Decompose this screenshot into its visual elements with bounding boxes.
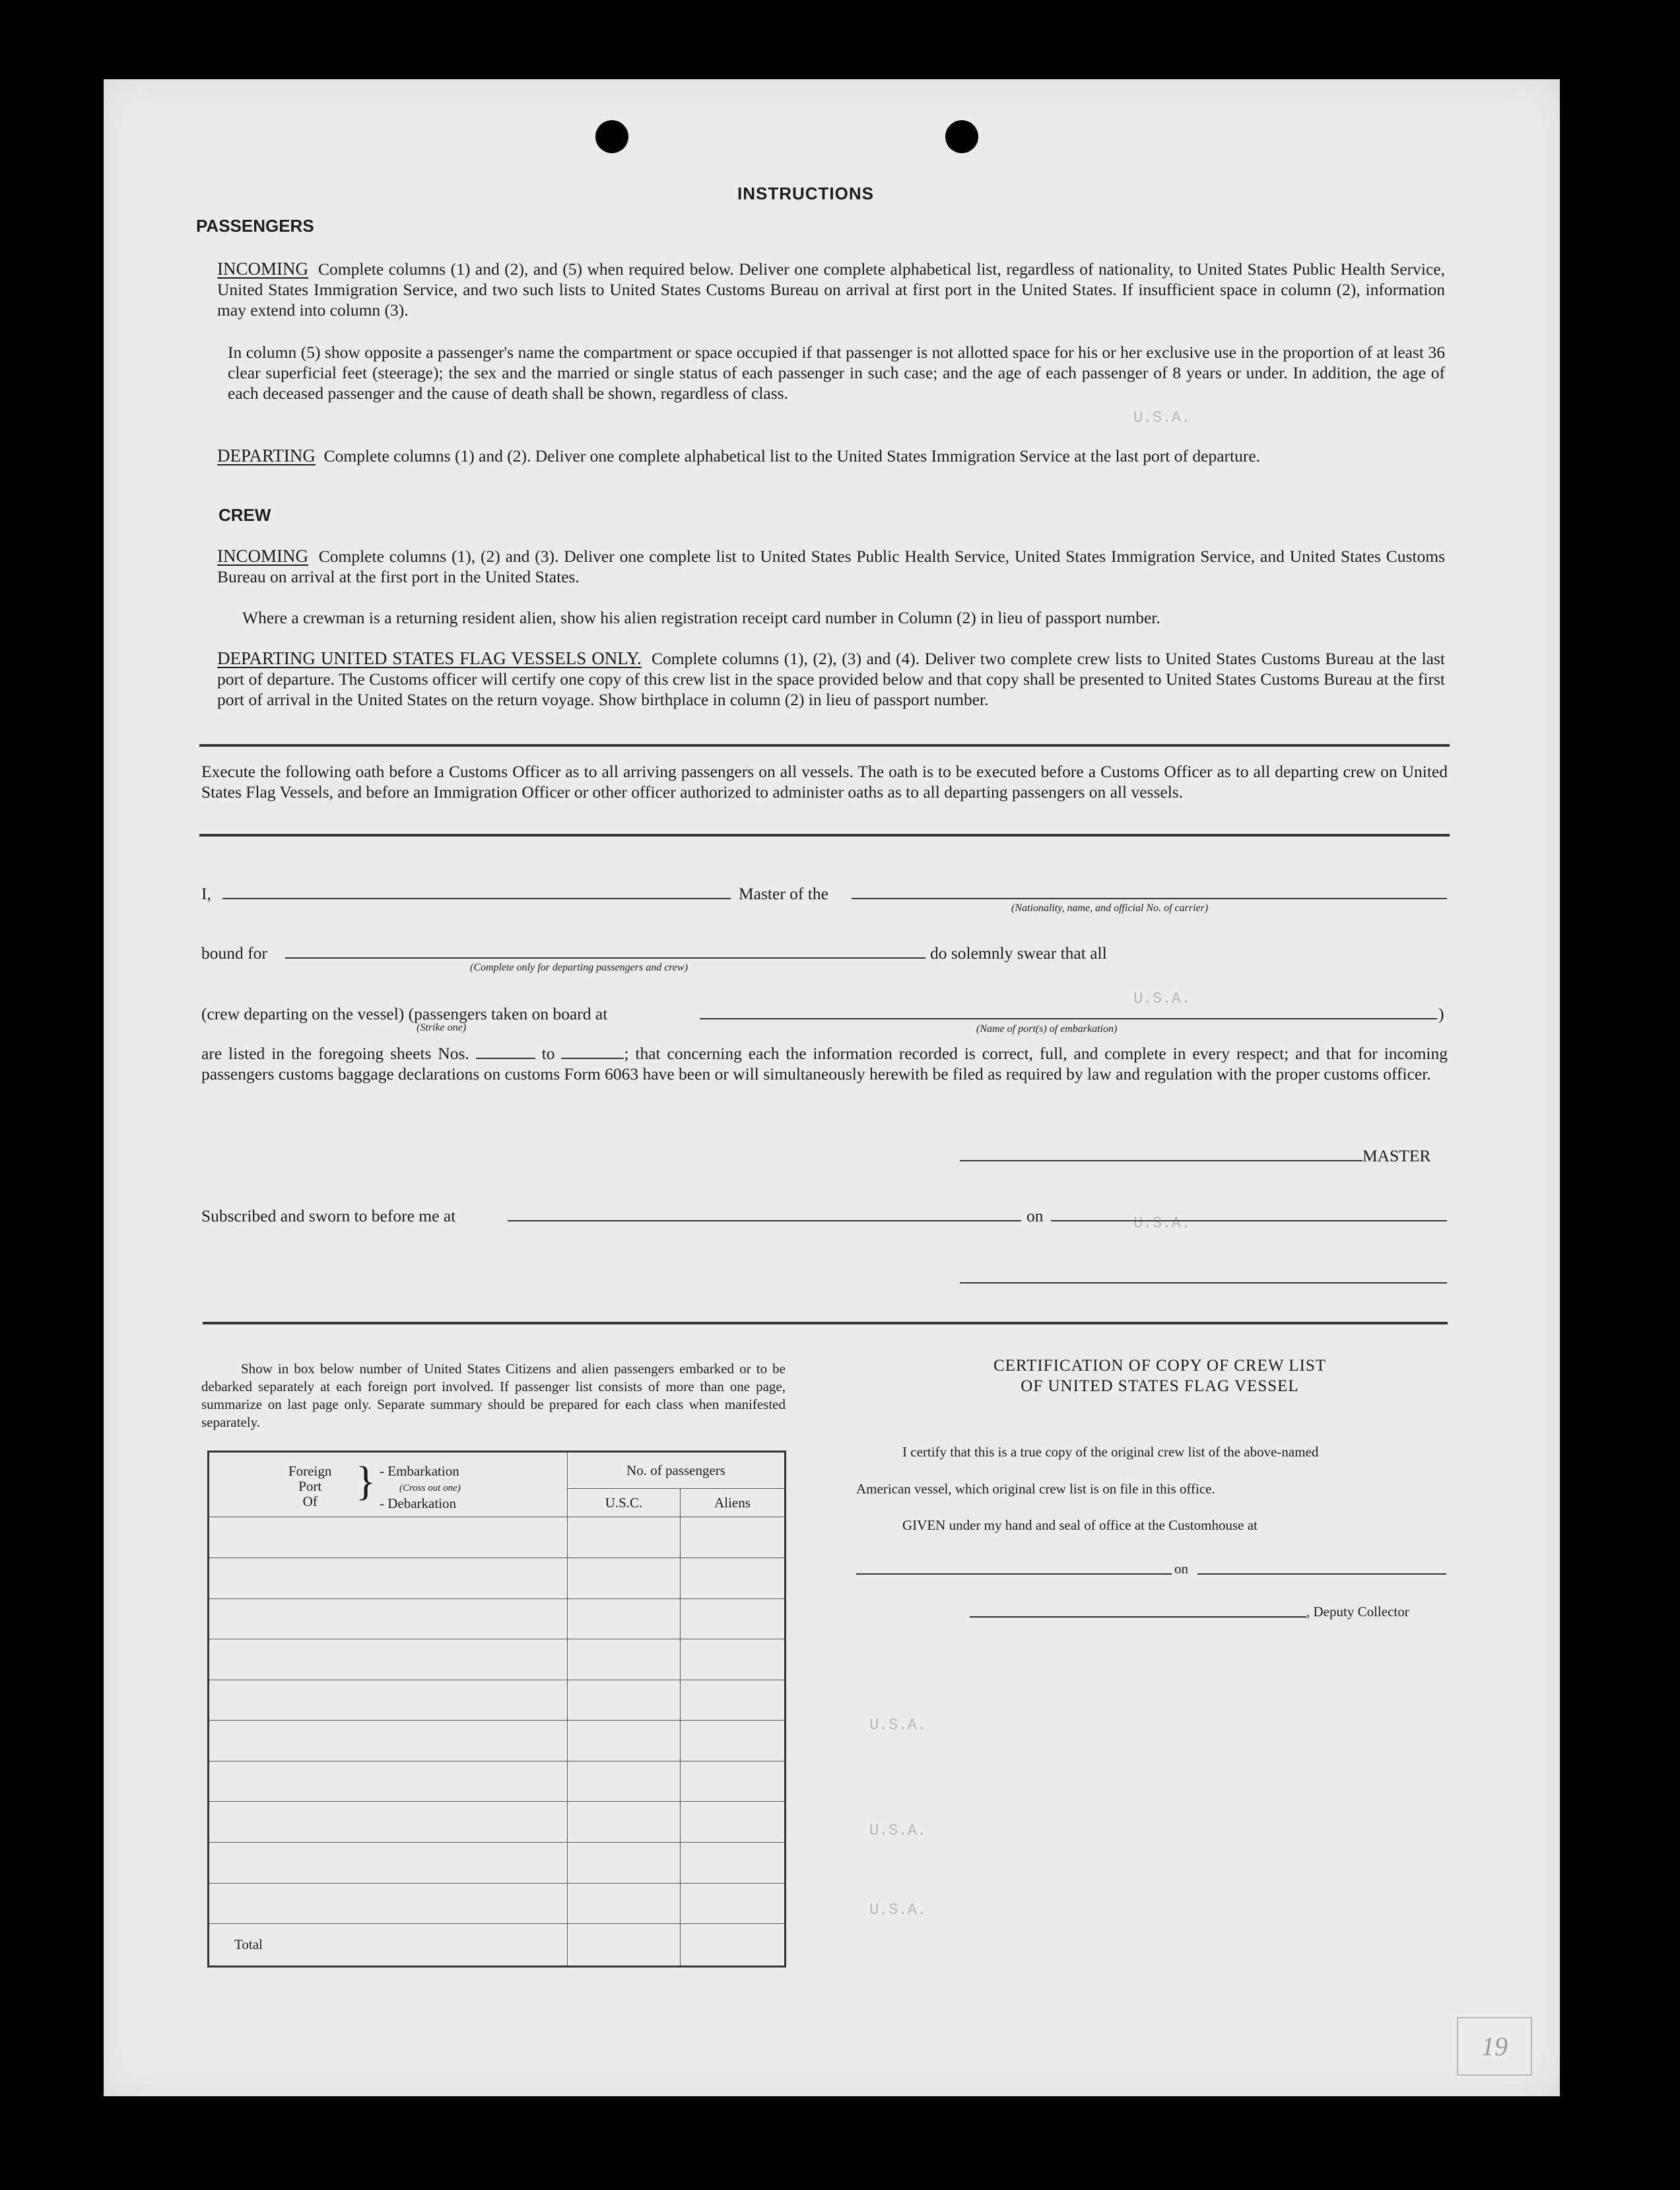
- passengers-incoming-paragraph: [217, 259, 1445, 320]
- section-divider: [199, 744, 1450, 747]
- summary-aliens-cell[interactable]: [681, 1721, 786, 1762]
- deputy-collector-label: , Deputy Collector: [1306, 1604, 1409, 1620]
- crew-departing-paragraph: [217, 648, 1445, 710]
- sworn-on-label: on: [1026, 1206, 1044, 1225]
- summary-port-cell[interactable]: [209, 1517, 568, 1558]
- cross-out-note: (Cross out one): [399, 1482, 461, 1493]
- certify-text-b: American vessel, which original crew list is on file in this office.: [856, 1481, 1215, 1497]
- certify-text-a: I certify that this is a true copy of the original crew list of the above-named: [902, 1444, 1319, 1460]
- aliens-header: Aliens: [681, 1489, 786, 1517]
- close-paren: ): [1438, 1004, 1444, 1023]
- oath-i: I,: [201, 884, 211, 903]
- listed-paragraph: [201, 1043, 1448, 1084]
- oath-instruction: Execute the following oath before a Customs Officer as to all arriving passengers on all vessels. The oath is to be executed before a Customs Officer as to all departing crew on United States Flag Vessels, and before an Immigration Officer or other officer authorized to administer oaths as to all departing passengers on all vessels.: [201, 762, 1448, 802]
- port-header: [209, 1452, 568, 1517]
- summary-aliens-cell[interactable]: [681, 1557, 786, 1598]
- given-text: GIVEN under my hand and seal of office at the Customhouse at: [902, 1517, 1258, 1533]
- summary-row: [209, 1802, 786, 1843]
- crew-departing-label: DEPARTING UNITED STATES FLAG VESSELS ONLY.: [217, 648, 642, 668]
- no-passengers-header: No. of passengers: [568, 1452, 786, 1489]
- summary-aliens-cell[interactable]: [681, 1802, 786, 1843]
- summary-port-cell[interactable]: [209, 1598, 568, 1639]
- customhouse-field[interactable]: [856, 1573, 1172, 1575]
- total-aliens-cell[interactable]: [681, 1924, 786, 1967]
- deputy-signature-field[interactable]: [970, 1616, 1306, 1618]
- summary-aliens-cell[interactable]: [681, 1639, 786, 1680]
- carrier-note: (Nationality, name, and official No. of carrier): [1011, 903, 1209, 914]
- passengers-incoming-text: Complete columns (1) and (2), and (5) when required below. Deliver one complete alphabetical list, regardless of nationality, to United States Public Health Service, United States Immigration Service, and two such lists to United States Customs Bureau on arrival at first port in the United States. If insufficient space in column (2), information may extend into column (3).: [217, 259, 1446, 320]
- debarkation-label: - Debarkation: [380, 1495, 457, 1511]
- summary-row: [209, 1557, 786, 1598]
- crew-incoming-paragraph: [217, 546, 1445, 587]
- summary-instruction: Show in box below number of United States Citizens and alien passengers embarked or to be debarked separately at each foreign port involved. If passenger list consists of more than one page, summarize on last page only. Separate summary should be prepared for each class when manifested separately.: [201, 1361, 786, 1430]
- summary-port-cell[interactable]: [209, 1843, 568, 1884]
- embarkation-label: - Embarkation: [380, 1462, 459, 1479]
- master-signature-field[interactable]: [960, 1160, 1362, 1161]
- show-through-text: U.S.A.: [869, 1901, 927, 1919]
- show-through-text: U.S.A.: [1133, 1215, 1191, 1233]
- certification-title-1: CERTIFICATION OF COPY OF CREW LIST: [993, 1357, 1327, 1375]
- summary-aliens-cell[interactable]: [681, 1883, 786, 1924]
- summary-usc-cell[interactable]: [568, 1598, 681, 1639]
- bound-for-note: (Complete only for departing passengers and crew): [470, 962, 689, 973]
- subscribed-text: Subscribed and sworn to before me at: [201, 1206, 456, 1225]
- section-divider: [199, 834, 1450, 837]
- total-label: [209, 1924, 568, 1967]
- bound-for-field[interactable]: [285, 957, 925, 959]
- summary-usc-cell[interactable]: [568, 1883, 681, 1924]
- sheet-to-field[interactable]: [561, 1044, 624, 1059]
- summary-port-cell[interactable]: [209, 1721, 568, 1762]
- usc-header: U.S.C.: [568, 1489, 681, 1517]
- ports-field[interactable]: [700, 1018, 1437, 1019]
- bound-for: bound for: [201, 943, 267, 963]
- summary-usc-cell[interactable]: [568, 1843, 681, 1884]
- summary-row: [209, 1598, 786, 1639]
- brace-glyph: }: [356, 1458, 376, 1504]
- summary-port-cell[interactable]: [209, 1557, 568, 1598]
- summary-port-cell[interactable]: [209, 1802, 568, 1843]
- cert-on-label: on: [1174, 1561, 1188, 1577]
- passengers-departing-text: Complete columns (1) and (2). Deliver one complete alphabetical list to the United States Immigration Service at the last port of departure.: [323, 446, 1261, 465]
- passengers-departing-paragraph: [217, 446, 1445, 466]
- section-divider: [203, 1322, 1448, 1324]
- crew-incoming-label: INCOMING: [217, 546, 308, 566]
- crew-resident-paragraph: Where a crewman is a returning resident alien, show his alien registration receipt card number in Column (2) in lieu of passport number.: [242, 608, 1160, 627]
- swear-text: do solemnly swear that all: [930, 943, 1107, 963]
- summary-row: [209, 1721, 786, 1762]
- summary-aliens-cell[interactable]: [681, 1843, 786, 1884]
- page-number: 19: [1481, 2032, 1508, 2061]
- summary-usc-cell[interactable]: [568, 1680, 681, 1721]
- master-of-the: Master of the: [739, 884, 828, 903]
- summary-usc-cell[interactable]: [568, 1761, 681, 1802]
- summary-aliens-cell[interactable]: [681, 1517, 786, 1558]
- officer-signature-field[interactable]: [960, 1282, 1447, 1283]
- summary-aliens-cell[interactable]: [681, 1761, 786, 1802]
- crew-departing-text: Complete columns (1), (2), (3) and (4). Deliver two complete crew lists to United States Customs Bureau at the last port of departure. The Customs officer will certify one copy of this crew list in the space provided below and that copy shall be presented to United States Customs Bureau at the first port of arrival in the United States on the return voyage. Show birthplace in column (2) in lieu of passport number.: [217, 649, 1445, 709]
- strike-one-note: (Strike one): [417, 1022, 467, 1033]
- summary-row: [209, 1517, 786, 1558]
- carrier-field[interactable]: [852, 898, 1447, 899]
- summary-usc-cell[interactable]: [568, 1639, 681, 1680]
- port-label: Port: [298, 1478, 322, 1494]
- cert-date-field[interactable]: [1197, 1573, 1446, 1575]
- foreign-label: Foreign: [288, 1462, 332, 1479]
- summary-row: [209, 1639, 786, 1680]
- punch-hole: [945, 120, 978, 153]
- listed-text-b: ; that concerning each the information recorded is correct, full, and complete in every respect; and that for incoming passengers customs baggage declarations on customs Form 6063 have been or will simultaneously herewith be filed as required by law and regulation with the proper customs officer.: [201, 1044, 1448, 1083]
- to-text: to: [541, 1044, 555, 1063]
- summary-usc-cell[interactable]: [568, 1517, 681, 1558]
- master-name-field[interactable]: [222, 898, 731, 899]
- sworn-date-field[interactable]: [1051, 1220, 1447, 1221]
- summary-aliens-cell[interactable]: [681, 1680, 786, 1721]
- of-label: Of: [302, 1493, 318, 1509]
- page-number-stamp: [1457, 2017, 1532, 2076]
- sworn-place-field[interactable]: [508, 1220, 1021, 1221]
- show-through-text: U.S.A.: [869, 1822, 927, 1840]
- summary-row: [209, 1883, 786, 1924]
- summary-row: [209, 1761, 786, 1802]
- certification-title-2: OF UNITED STATES FLAG VESSEL: [1021, 1377, 1299, 1395]
- summary-aliens-cell[interactable]: [681, 1598, 786, 1639]
- passengers-incoming-label: INCOMING: [217, 259, 308, 279]
- ports-note: (Name of port(s) of embarkation): [976, 1023, 1118, 1035]
- sheet-from-field[interactable]: [476, 1044, 535, 1059]
- summary-usc-cell[interactable]: [568, 1721, 681, 1762]
- total-usc-cell[interactable]: [568, 1924, 681, 1967]
- listed-text-a: are listed in the foregoing sheets Nos.: [201, 1044, 469, 1063]
- summary-port-cell[interactable]: [209, 1761, 568, 1802]
- punch-hole: [595, 120, 628, 153]
- passengers-heading: PASSENGERS: [196, 216, 314, 236]
- crew-departing-text: (crew departing on the vessel) (passengers taken on board at: [201, 1004, 608, 1023]
- document-page: [104, 79, 1560, 2096]
- passenger-summary-table: [207, 1451, 786, 1968]
- master-label: MASTER: [1362, 1146, 1431, 1165]
- summary-row: [209, 1680, 786, 1721]
- summary-rows: [209, 1517, 786, 1924]
- summary-port-cell[interactable]: [209, 1680, 568, 1721]
- passengers-departing-label: DEPARTING: [217, 446, 316, 465]
- summary-port-cell[interactable]: [209, 1883, 568, 1924]
- summary-port-cell[interactable]: [209, 1639, 568, 1680]
- crew-incoming-text: Complete columns (1), (2) and (3). Deliver one complete list to United States Public Health Service, United States Immigration Service, and United States Customs Bureau on arrival at the first port in the United States.: [217, 547, 1446, 586]
- summary-row: [209, 1843, 786, 1884]
- summary-usc-cell[interactable]: [568, 1802, 681, 1843]
- crew-heading: CREW: [218, 505, 271, 525]
- column5-paragraph: In column (5) show opposite a passenger's name the compartment or space occupied if that passenger is not allotted space for his or her exclusive use in the proportion of at least 36 clear superficial feet (steerage); the sex and the married or single status of each passenger in such case; and the age of each passenger of 8 years or under. In addition, the age of each deceased passenger and the cause of death shall be shown, regardless of class.: [228, 343, 1445, 403]
- summary-usc-cell[interactable]: [568, 1557, 681, 1598]
- total-text: Total: [234, 1936, 263, 1953]
- show-through-text: U.S.A.: [869, 1717, 927, 1734]
- show-through-text: U.S.A.: [1133, 409, 1191, 427]
- instructions-title: INSTRUCTIONS: [737, 184, 874, 203]
- show-through-text: U.S.A.: [1133, 990, 1191, 1008]
